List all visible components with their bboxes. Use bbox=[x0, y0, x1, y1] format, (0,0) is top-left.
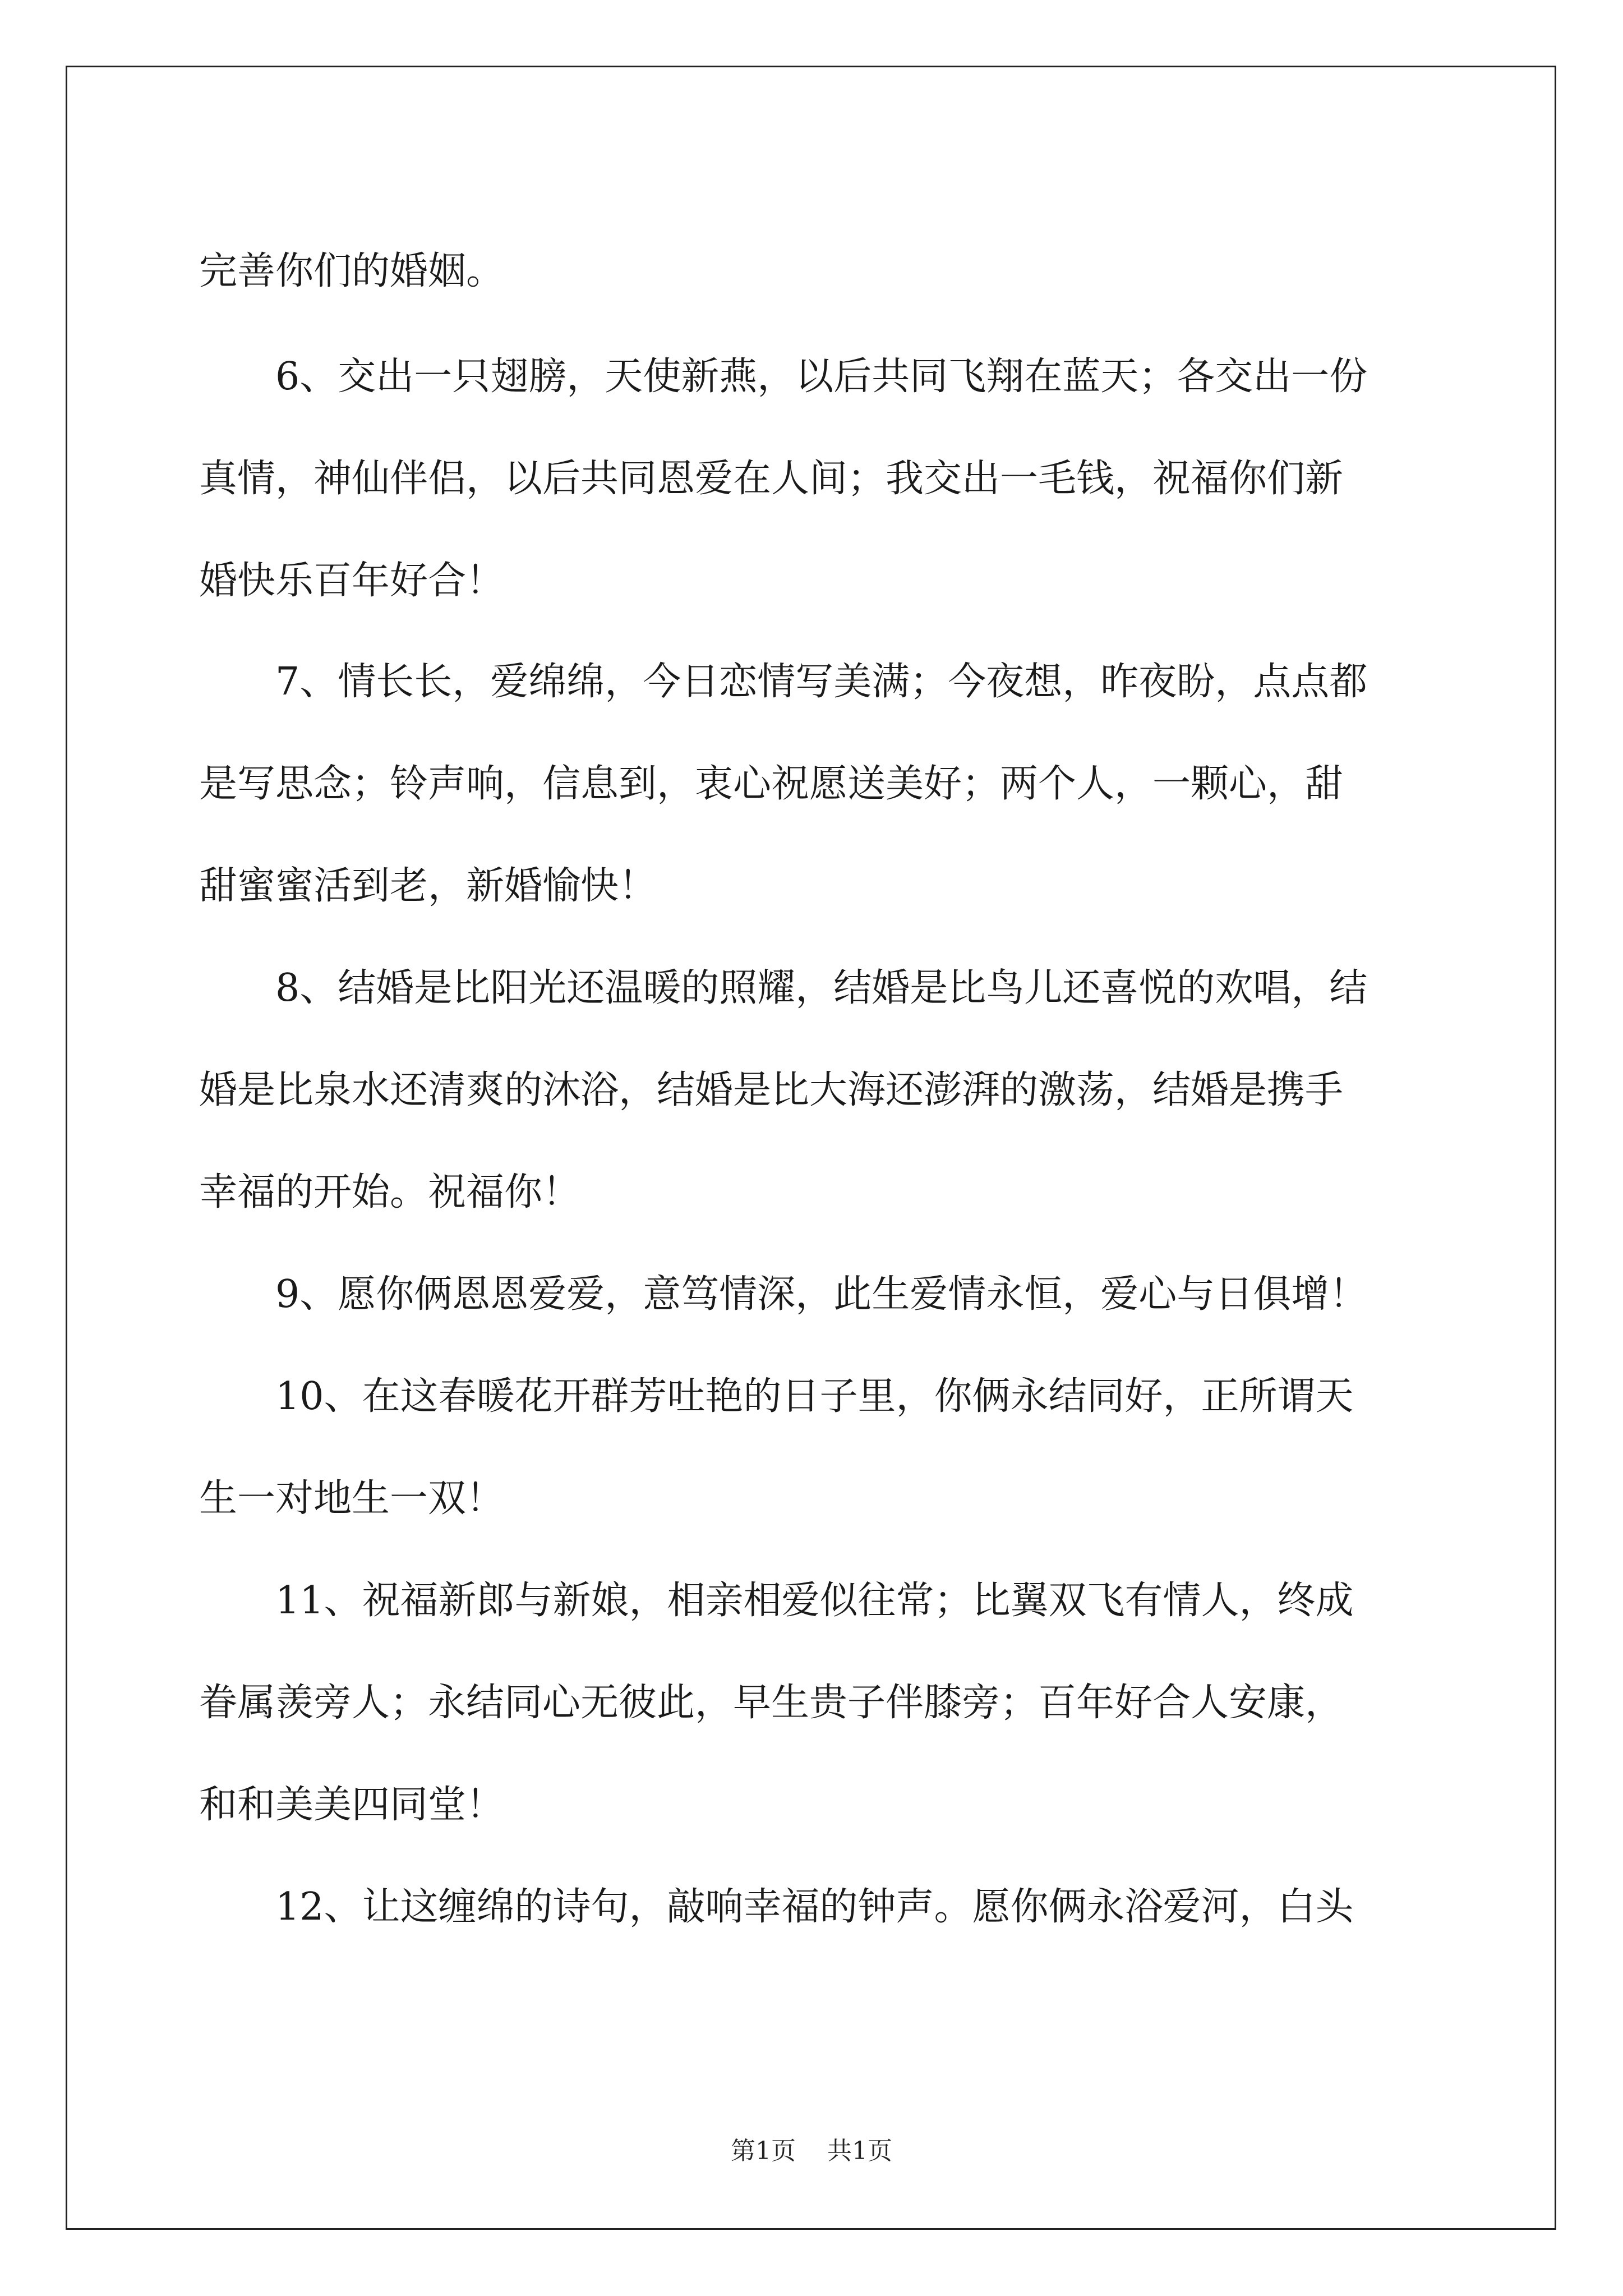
text-line: 7、情长长，爱绵绵，今日恋情写美满；今夜想，昨夜盼，点点都 bbox=[275, 660, 1368, 704]
text-line: 10、在这春暖花开群芳吐艳的日子里，你俩永结同好，正所谓天 bbox=[275, 1374, 1354, 1419]
page-number-current: 第1页 bbox=[731, 2137, 796, 2165]
text-line: 眷属羡旁人；永结同心无彼此，早生贵子伴膝旁；百年好合人安康， bbox=[199, 1681, 1344, 1725]
text-line: 幸福的开始。祝福你！ bbox=[199, 1170, 581, 1214]
page-number-total: 共1页 bbox=[827, 2137, 892, 2165]
text-line: 11、祝福新郎与新娘，相亲相爱似往常；比翼双飞有情人，终成 bbox=[275, 1579, 1354, 1623]
text-line: 8、结婚是比阳光还温暖的照耀，结婚是比鸟儿还喜悦的欢唱，结 bbox=[275, 966, 1368, 1010]
text-line: 6、交出一只翅膀，天使新燕，以后共同飞翔在蓝天；各交出一份 bbox=[275, 355, 1368, 399]
text-line: 完善你们的婚姻。 bbox=[199, 249, 505, 293]
text-line: 是写思念；铃声响，信息到，衷心祝愿送美好；两个人，一颗心，甜 bbox=[199, 762, 1344, 806]
text-line: 婚是比泉水还清爽的沐浴，结婚是比大海还澎湃的激荡，结婚是携手 bbox=[199, 1068, 1344, 1112]
text-line: 真情，神仙伴侣，以后共同恩爱在人间；我交出一毛钱，祝福你们新 bbox=[199, 457, 1344, 501]
text-line: 12、让这缠绵的诗句，敲响幸福的钟声。愿你俩永浴爱河，白头 bbox=[275, 1885, 1354, 1929]
text-line: 婚快乐百年好合！ bbox=[199, 559, 505, 603]
text-line: 和和美美四同堂！ bbox=[199, 1783, 505, 1827]
text-line: 甜蜜蜜活到老，新婚愉快！ bbox=[199, 864, 657, 908]
text-line: 9、愿你俩恩恩爱爱，意笃情深，此生爱情永恒，爱心与日俱增！ bbox=[275, 1272, 1368, 1317]
text-line: 生一对地生一双！ bbox=[199, 1476, 505, 1521]
page-footer bbox=[0, 2134, 1623, 2168]
